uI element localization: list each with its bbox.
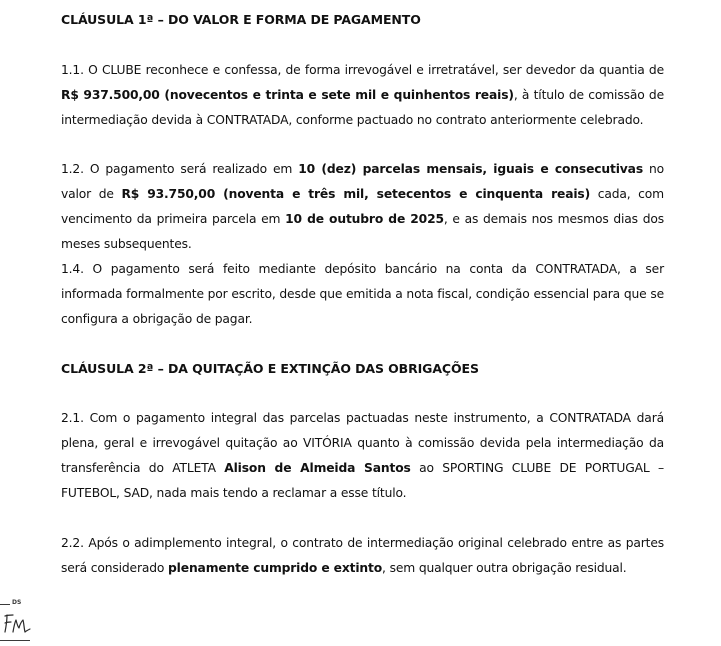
clause-2-2-emphasis: plenamente cumprido e extinto bbox=[168, 561, 383, 575]
signature-tag: DS bbox=[12, 599, 22, 606]
clause-1-4-paragraph: 1.4. O pagamento será feito mediante depósito bancário na conta da CONTRATADA, a ser informada formalmente por escrito, desde que emitida a nota fiscal, condição essencial para que se configura a obrigação de pagar. bbox=[61, 262, 664, 326]
clause-2-1-text-a: 2.1. Com o pagamento integral das parcelas pactuadas neste instrumento, a CONTRATADA dará plena, geral e irrevogável quitação ao VITÓRIA quanto à comissão devida pela intermediação da transferência do ATLETA bbox=[61, 411, 664, 475]
clause-2-2-text-c: , sem qualquer outra obrigação residual. bbox=[382, 561, 627, 575]
clause-1-2-text-g: , e as demais nos mesmos dias dos meses subsequentes. bbox=[61, 212, 664, 251]
docusign-initials-block bbox=[0, 596, 40, 646]
signature-tag-line bbox=[0, 604, 10, 605]
clause-2-2-text-a: 2.2. Após o adimplemento integral, o contrato de intermediação original celebrado entre as partes será considerado bbox=[61, 536, 664, 575]
clause-1-2-text-c: no valor de bbox=[61, 162, 665, 201]
clause-1-1-paragraph bbox=[61, 58, 664, 133]
clause-1-2-text-a: 1.2. O pagamento será realizado em bbox=[61, 162, 299, 176]
clause-2-2-paragraph bbox=[61, 531, 664, 581]
clause-1-2-text-e: cada, com vencimento da primeira parcela em bbox=[61, 187, 664, 226]
clause-1-2-installments: 10 (dez) parcelas mensais, iguais e consecutivas bbox=[298, 162, 643, 176]
clause-1-heading: CLÁUSULA 1ª – DO VALOR E FORMA DE PAGAMENTO bbox=[61, 12, 421, 27]
clause-1-2-first-due-date: 10 de outubro de 2025 bbox=[285, 212, 444, 226]
clause-2-1-text-c: ao SPORTING CLUBE DE PORTUGAL – FUTEBOL, SAD, nada mais tendo a reclamar a esse título. bbox=[61, 461, 664, 500]
clause-1-2-installment-amount: R$ 93.750,00 (noventa e três mil, setecentos e cinquenta reais) bbox=[121, 187, 591, 201]
clause-1-2-paragraph bbox=[61, 157, 664, 257]
clause-2-1-paragraph bbox=[61, 406, 664, 506]
clause-1-1-amount: R$ 937.500,00 (novecentos e trinta e sete mil e quinhentos reais) bbox=[61, 88, 514, 102]
clause-2-heading: CLÁUSULA 2ª – DA QUITAÇÃO E EXTINÇÃO DAS OBRIGAÇÕES bbox=[61, 361, 479, 376]
handwritten-initials-icon bbox=[2, 612, 32, 636]
clause-1-1-text-c: , à título de comissão de intermediação devida à CONTRATADA, conforme pactuado no contrato anteriormente celebrado. bbox=[61, 88, 664, 127]
signature-underline bbox=[0, 640, 30, 641]
clause-1-1-text-a: 1.1. O CLUBE reconhece e confessa, de forma irrevogável e irretratável, ser devedor da quantia de bbox=[61, 63, 664, 77]
clause-2-1-athlete-name: Alison de Almeida Santos bbox=[224, 461, 411, 475]
